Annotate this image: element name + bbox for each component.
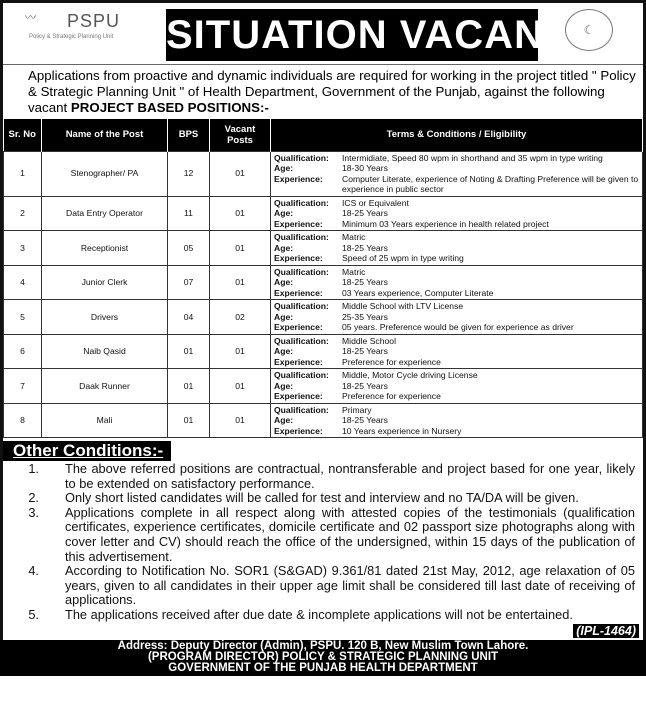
cell-terms	[271, 196, 643, 231]
condition-text: Only short listed candidates will be called for test and interview and no TA/DA will be given.	[65, 490, 579, 506]
table-row	[4, 231, 643, 266]
bird-icon: 〰	[25, 12, 36, 24]
cell-post: Naib Qasid	[42, 334, 168, 369]
cell-terms	[271, 151, 643, 196]
condition-number: 3.	[28, 504, 39, 520]
condition-item	[3, 608, 635, 623]
table-row	[4, 265, 643, 300]
age-value: 18-25 Years	[342, 415, 388, 425]
cell-terms	[271, 231, 643, 266]
cell-post: Stenographer/ PA	[42, 151, 168, 196]
experience-value: 05 years. Preference would be given for experience as driver	[342, 322, 574, 332]
age-label: Age:	[274, 346, 294, 356]
qualification-label: Qualification:	[274, 335, 329, 346]
other-conditions-list	[3, 461, 643, 623]
cell-post: Receptionist	[42, 231, 168, 266]
column-header: Vacant Posts	[210, 119, 271, 151]
table-row	[4, 151, 643, 196]
age-value: 18-30 Years	[342, 163, 388, 173]
cell-post: Mali	[42, 403, 168, 438]
condition-item	[3, 564, 635, 608]
experience-value: Minimum 03 Years experience in health related project	[342, 218, 549, 229]
age-value: 25-35 Years	[342, 311, 388, 322]
cell-vacant: 01	[210, 369, 271, 404]
condition-text: The applications received after due date & incomplete applications will not be entertained.	[65, 606, 573, 622]
cell-post: Daak Runner	[42, 369, 168, 404]
experience-value: Preference for experience	[342, 356, 441, 367]
experience-label: Experience:	[274, 287, 323, 298]
intro-text: Applications from proactive and dynamic individuals are required for working in the project titled " Policy & Strategic Planning Unit " of Health Department, Government of the Punjab, against the following vacant	[28, 68, 636, 115]
qualification-label: Qualification:	[274, 232, 329, 242]
cell-bps: 04	[168, 300, 210, 335]
address-line: Address: Deputy Director (Admin), PSPU. 120 B, New Muslim Town Lahore.	[117, 639, 529, 652]
experience-value: 10 Years experience in Nursery	[342, 425, 462, 436]
cell-vacant: 01	[210, 196, 271, 231]
qualification-label: Qualification:	[274, 404, 329, 415]
cell-post: Junior Clerk	[42, 265, 168, 300]
qualification-value: Middle School	[342, 335, 396, 346]
column-header: Name of the Post	[42, 119, 168, 151]
ad-reference: (IPL-1464)	[573, 624, 639, 638]
cell-vacant: 01	[210, 231, 271, 266]
age-label: Age:	[274, 415, 294, 425]
qualification-value: Matric	[342, 266, 366, 277]
column-header: Sr. No	[4, 119, 42, 151]
qualification-value: Intermidiate, Speed 80 wpm in shorthand and 35 wpm in type writing	[342, 152, 603, 163]
ad-reference-row	[3, 623, 643, 640]
experience-label: Experience:	[274, 391, 323, 401]
other-conditions-heading: Other Conditions:-	[3, 441, 171, 461]
qualification-label: Qualification:	[274, 301, 329, 311]
condition-text: According to Notification No. SOR1 (S&GAD) 9.361/81 dated 21st May, 2012, age relaxation of 05 years, given to all candidates in their upper age limit shall be considered till last date of receiving of applications.	[65, 563, 635, 608]
table-row	[4, 196, 643, 231]
cell-bps: 01	[168, 334, 210, 369]
condition-number: 2.	[28, 490, 39, 506]
table-row	[4, 334, 643, 369]
intro-bold: PROJECT BASED POSITIONS:-	[70, 100, 269, 115]
qualification-label: Qualification:	[274, 266, 329, 277]
footer-line-3: GOVERNMENT OF THE PUNJAB HEALTH DEPARTMENT	[168, 661, 478, 674]
cell-terms	[271, 369, 643, 404]
footer-address	[0, 640, 646, 676]
qualification-value: Middle School with LTV License	[342, 301, 464, 311]
condition-text: The above referred positions are contractual, nontransferable and project based for one year, likely to be extended on satisfactory performance.	[65, 461, 635, 491]
cell-sr: 7	[4, 369, 42, 404]
cell-vacant: 01	[210, 151, 271, 196]
condition-number: 5.	[28, 606, 39, 622]
cell-terms	[271, 403, 643, 438]
cell-bps: 11	[168, 196, 210, 231]
cell-vacant: 02	[210, 300, 271, 335]
cell-vacant: 01	[210, 403, 271, 438]
age-label: Age:	[274, 277, 294, 287]
cell-terms	[271, 334, 643, 369]
column-header: BPS	[168, 119, 210, 151]
condition-item	[3, 462, 635, 491]
age-label: Age:	[274, 242, 294, 253]
condition-number: 1.	[28, 461, 39, 476]
condition-item	[3, 506, 635, 564]
condition-item	[3, 491, 635, 506]
cell-terms	[271, 265, 643, 300]
condition-text: Applications complete in all respect along with attested copies of the testimonials (qualification certificates, experience certificates, domicile certificate and 02 passport size photographs along with cover letter and CV) should reach the office of the undersigned, within 15 days of the publication of this advertisement.	[65, 504, 635, 564]
age-value: 18-25 Years	[342, 277, 388, 287]
age-label: Age:	[274, 208, 294, 218]
qualification-value: Middle, Motor Cycle driving License	[342, 370, 478, 380]
qualification-value: Primary	[342, 404, 372, 415]
table-row	[4, 403, 643, 438]
experience-label: Experience:	[274, 356, 323, 367]
cell-sr: 6	[4, 334, 42, 369]
experience-value: Speed of 25 wpm in type writing	[342, 253, 464, 263]
cell-bps: 01	[168, 369, 210, 404]
intro-paragraph	[3, 65, 643, 119]
qualification-label: Qualification:	[274, 370, 329, 380]
cell-sr: 1	[4, 151, 42, 196]
qualification-value: Matric	[342, 232, 366, 242]
experience-label: Experience:	[274, 425, 323, 436]
cell-bps: 05	[168, 231, 210, 266]
cell-sr: 5	[4, 300, 42, 335]
cell-vacant: 01	[210, 334, 271, 369]
table-row	[4, 300, 643, 335]
age-label: Age:	[274, 380, 294, 391]
age-value: 18-25 Years	[342, 380, 388, 391]
cell-bps: 12	[168, 151, 210, 196]
cell-post: Drivers	[42, 300, 168, 335]
age-value: 18-25 Years	[342, 208, 388, 218]
cell-bps: 01	[168, 403, 210, 438]
qualification-label: Qualification:	[274, 197, 329, 208]
experience-label: Experience:	[274, 253, 323, 263]
experience-label: Experience:	[274, 322, 323, 332]
age-label: Age:	[274, 163, 294, 173]
table-row	[4, 369, 643, 404]
cell-post: Data Entry Operator	[42, 196, 168, 231]
age-value: 18-25 Years	[342, 346, 388, 356]
positions-table	[3, 119, 643, 438]
cell-sr: 8	[4, 403, 42, 438]
cell-sr: 4	[4, 265, 42, 300]
logo-subtitle: Policy & Strategic Planning Unit	[29, 34, 114, 40]
table-header-row	[4, 119, 643, 151]
age-value: 18-25 Years	[342, 242, 388, 253]
qualification-value: ICS or Equivalent	[342, 197, 409, 208]
qualification-label: Qualification:	[274, 152, 329, 163]
ad-header	[3, 3, 643, 65]
experience-value: Computer Literate, experience of Noting & Drafting Preference will be given to experience in public sector	[342, 173, 639, 194]
page-title: SITUATION VACANT	[166, 9, 538, 61]
experience-value: Preference for experience	[342, 391, 441, 401]
cell-terms	[271, 300, 643, 335]
condition-number: 4.	[28, 563, 39, 579]
experience-label: Experience:	[274, 218, 323, 229]
cell-vacant: 01	[210, 265, 271, 300]
logo-text: PSPU	[67, 11, 121, 31]
footer-line-2: (PROGRAM DIRECTOR) POLICY & STRATEGIC PLANNING UNIT	[147, 650, 499, 663]
age-label: Age:	[274, 311, 294, 322]
pspu-logo	[25, 9, 155, 59]
experience-label: Experience:	[274, 173, 323, 184]
cell-sr: 3	[4, 231, 42, 266]
cell-sr: 2	[4, 196, 42, 231]
punjab-seal-icon: ☾	[565, 9, 613, 51]
cell-bps: 07	[168, 265, 210, 300]
experience-value: 03 Years experience, Computer Literate	[342, 287, 494, 298]
column-header: Terms & Conditions / Eligibility	[271, 119, 643, 151]
